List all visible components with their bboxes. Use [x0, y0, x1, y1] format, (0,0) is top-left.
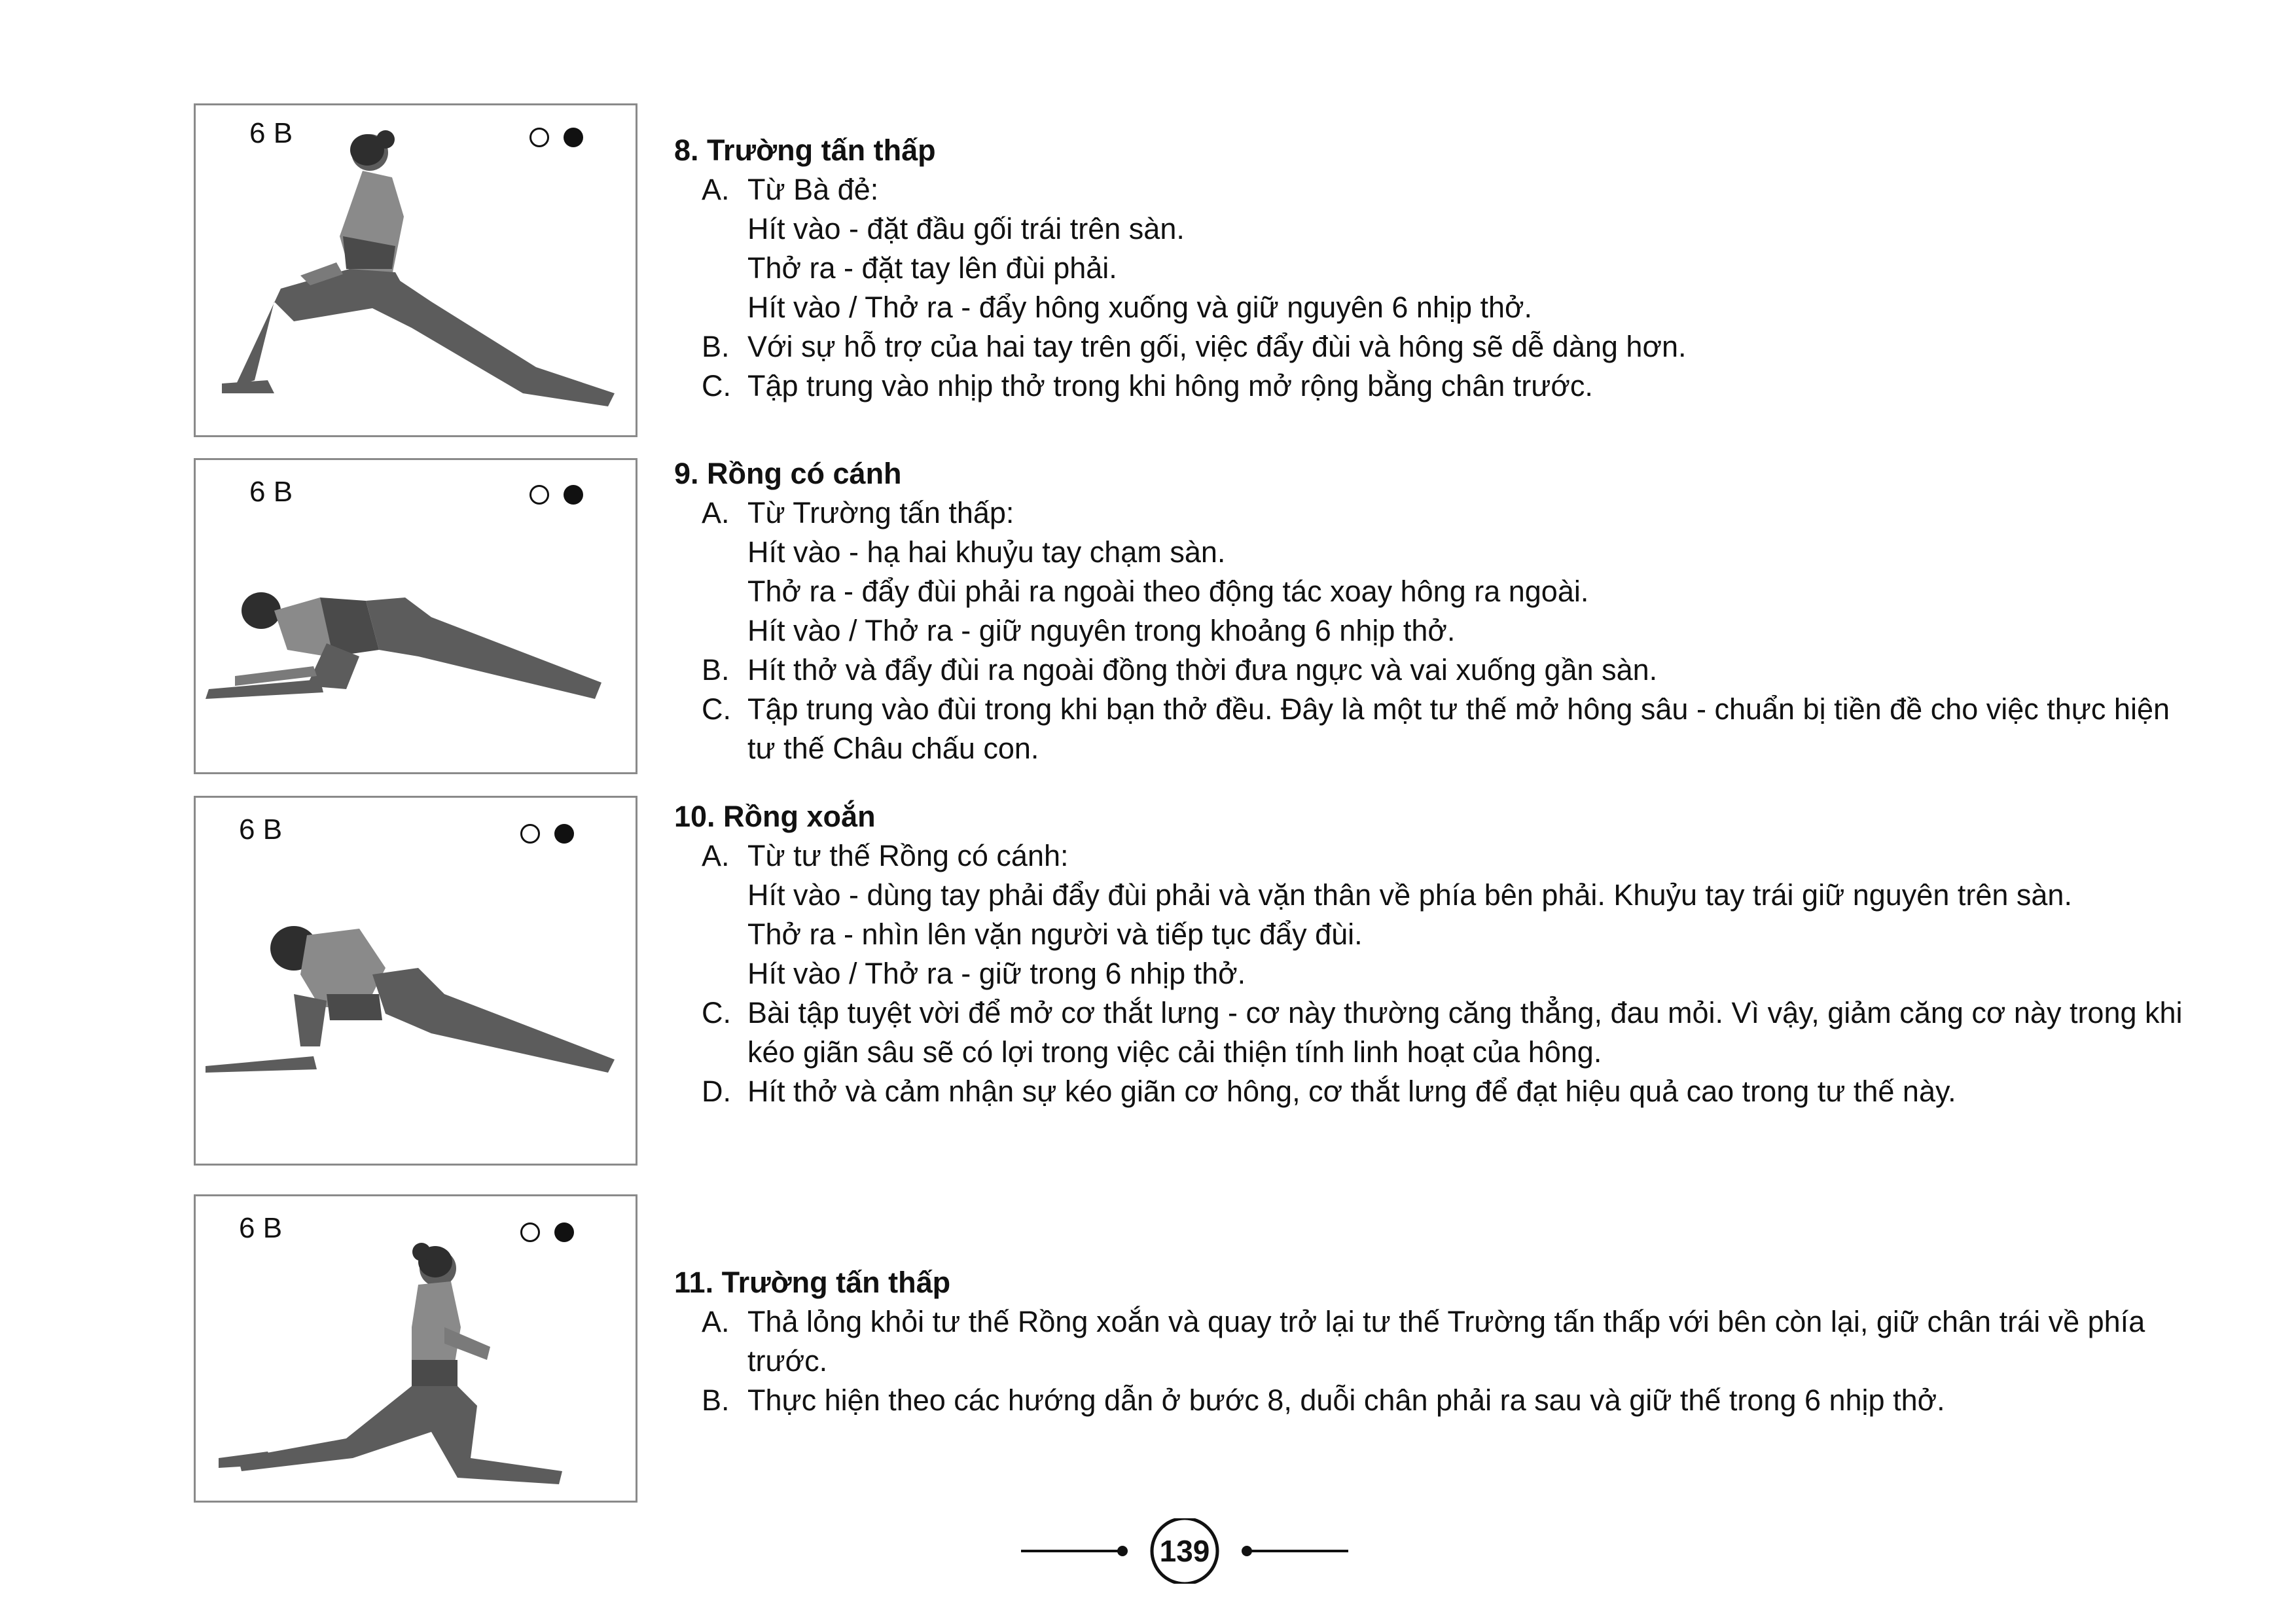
pose-figure-image — [196, 105, 636, 435]
item-letter: D. — [702, 1075, 731, 1108]
list-item — [674, 1072, 2193, 1111]
step-line: Hít vào - đặt đầu gối trái trên sàn. — [747, 212, 1185, 245]
item-letter: B. — [702, 330, 730, 363]
item-letter: A. — [702, 173, 730, 206]
box-label: 6 B — [249, 476, 293, 508]
section-title: 8. Trường tấn thấp — [674, 134, 936, 167]
box-label: 6 B — [239, 813, 283, 846]
item-letter: B. — [702, 1383, 730, 1417]
item-text: Từ Trường tấn thấp: — [747, 496, 1014, 529]
section-title: 11. Trường tấn thấp — [674, 1266, 951, 1299]
item-text: Tập trung vào nhịp thở trong khi hông mở rộng bằng chân trước. — [747, 369, 1593, 402]
step-line: Hít vào / Thở ra - giữ trong 6 nhịp thở. — [747, 957, 1246, 990]
step-line: Thở ra - đẩy đùi phải ra ngoài theo động tác xoay hông ra ngoài. — [747, 575, 1589, 608]
section-11 — [674, 1263, 2193, 1420]
section-title: 10. Rồng xoắn — [674, 800, 876, 833]
item-text: Tập trung vào đùi trong khi bạn thở đều. Đây là một tư thế mở hông sâu - chuẩn bị tiền đề cho việc thực hiện tư thế Châu chấu con. — [747, 692, 2170, 765]
step-line: Hít vào / Thở ra - giữ nguyên trong khoảng 6 nhịp thở. — [747, 614, 1456, 647]
pose-figure-image — [196, 798, 636, 1164]
list-item — [674, 993, 2193, 1072]
step-line: Hít vào / Thở ra - đẩy hông xuống và giữ nguyên 6 nhịp thở. — [747, 291, 1533, 324]
item-letter: C. — [702, 369, 731, 402]
step-line: Hít vào - hạ hai khuỷu tay chạm sàn. — [747, 535, 1226, 569]
item-text: Thực hiện theo các hướng dẫn ở bước 8, duỗi chân phải ra sau và giữ thế trong 6 nhịp thở. — [747, 1383, 1945, 1417]
item-text: Với sự hỗ trợ của hai tay trên gối, việc đẩy đùi và hông sẽ dễ dàng hơn. — [747, 330, 1687, 363]
item-letter: A. — [702, 839, 730, 872]
step-line: Thở ra - nhìn lên vặn người và tiếp tục đẩy đùi. — [747, 918, 1363, 951]
list-item — [674, 1302, 2193, 1381]
step-line: Hít vào - dùng tay phải đẩy đùi phải và vặn thân về phía bên phải. Khuỷu tay trái giữ nguyên trên sàn. — [747, 878, 2072, 912]
item-text: Thả lỏng khỏi tư thế Rồng xoắn và quay trở lại tư thế Trường tấn thấp với bên còn lại, giữ chân trái về phía trước. — [747, 1305, 2145, 1378]
item-letter: A. — [702, 496, 730, 529]
pose-figure-image — [196, 1196, 636, 1501]
item-letter: C. — [702, 996, 731, 1029]
list-item — [674, 836, 2193, 876]
step-line: Thở ra - đặt tay lên đùi phải. — [747, 251, 1117, 285]
list-item — [674, 690, 2193, 768]
list-item — [674, 493, 2193, 533]
list-item — [674, 1381, 2193, 1420]
item-text: Hít thở và cảm nhận sự kéo giãn cơ hông, cơ thắt lưng để đạt hiệu quả cao trong tư thế này. — [747, 1075, 1956, 1108]
item-text: Từ Bà đẻ: — [747, 173, 879, 206]
section-8 — [674, 131, 2193, 406]
item-letter: B. — [702, 653, 730, 687]
section-9 — [674, 454, 2193, 768]
section-title: 9. Rồng có cánh — [674, 457, 902, 490]
pose-figure-image — [196, 460, 636, 772]
box-label: 6 B — [249, 117, 293, 149]
box-label: 6 B — [239, 1212, 283, 1244]
list-item — [674, 366, 2193, 406]
item-text: Từ tư thế Rồng có cánh: — [747, 839, 1069, 872]
page-number: 139 — [1159, 1534, 1210, 1568]
item-letter: A. — [702, 1305, 730, 1338]
section-10 — [674, 797, 2193, 1111]
pose-photo-box — [194, 458, 637, 774]
list-item — [674, 170, 2193, 209]
page-number-ornament — [1021, 1518, 1348, 1584]
pose-photo-box — [194, 796, 637, 1166]
list-item — [674, 651, 2193, 690]
pose-photo-box — [194, 103, 637, 437]
page-number-footer — [1021, 1518, 1348, 1584]
item-text: Hít thở và đẩy đùi ra ngoài đồng thời đưa ngực và vai xuống gần sàn. — [747, 653, 1658, 687]
item-letter: C. — [702, 692, 731, 726]
list-item — [674, 327, 2193, 366]
pose-photo-box — [194, 1194, 637, 1503]
item-text: Bài tập tuyệt vời để mở cơ thắt lưng - cơ này thường căng thẳng, đau mỏi. Vì vậy, giảm căng cơ này trong khi kéo giãn sâu sẽ có lợi trong việc cải thiện tính linh hoạt của hông. — [747, 996, 2183, 1069]
